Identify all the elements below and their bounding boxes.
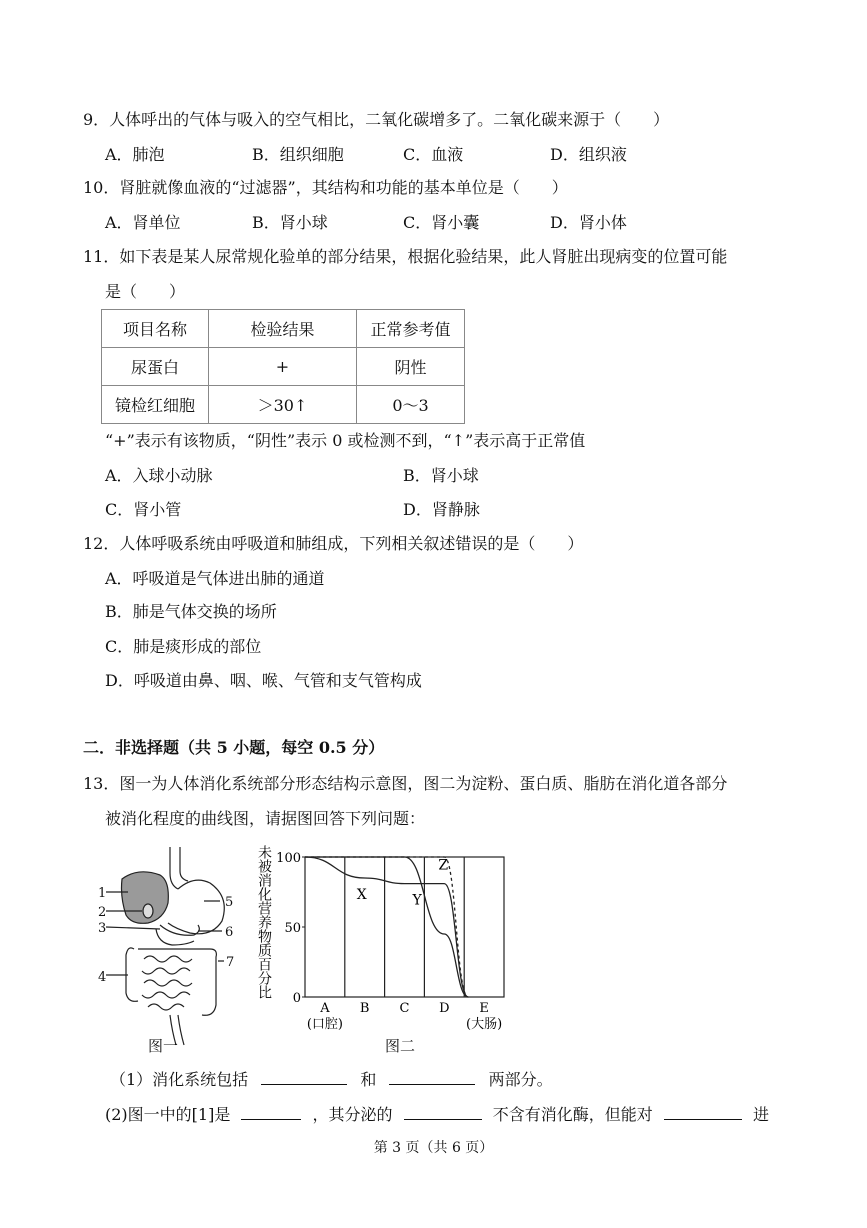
q11-stem-line2: 是（ ） bbox=[105, 282, 186, 301]
q11-option-b[interactable]: B．肾小球 bbox=[403, 466, 479, 485]
x-ticks bbox=[307, 1001, 502, 1032]
q9-option-c[interactable]: C．血液 bbox=[403, 145, 464, 164]
sub2-text-mid2: 不含有消化酶，但能对 bbox=[492, 1105, 653, 1124]
table-cell: 镜检红细胞 bbox=[102, 386, 209, 424]
lab-result-table bbox=[101, 309, 465, 424]
q12-option-c[interactable]: C．肺是痰形成的部位 bbox=[105, 637, 262, 656]
sub2-text-pre: (2)图一中的[1]是 bbox=[105, 1105, 231, 1124]
fig2-caption: 图二 bbox=[385, 1037, 416, 1055]
curve-label-y: Y bbox=[412, 892, 422, 909]
q12-option-d[interactable]: D．呼吸道由鼻、咽、喉、气管和支气管构成 bbox=[105, 671, 422, 690]
x-tick-label: C bbox=[399, 1001, 410, 1016]
q11-option-a[interactable]: A．入球小动脉 bbox=[105, 466, 213, 485]
x-sub-label-mouth: (口腔) bbox=[306, 1017, 343, 1032]
answer-blank-3[interactable] bbox=[241, 1103, 301, 1120]
q10-option-a[interactable]: A．肾单位 bbox=[105, 213, 181, 232]
fig1-label-2: 2 bbox=[98, 905, 107, 920]
q13-stem-line2: 被消化程度的曲线图，请据图回答下列问题： bbox=[105, 809, 426, 828]
plot-frame bbox=[305, 857, 504, 997]
q9-stem: 9．人体呼出的气体与吸入的空气相比，二氧化碳增多了。二氧化碳来源于（ ） bbox=[83, 110, 670, 129]
q13-stem-line1: 13．图一为人体消化系统部分形态结构示意图，图二为淀粉、蛋白质、脂肪在消化道各部分 bbox=[83, 774, 728, 793]
q9-option-b[interactable]: B．组织细胞 bbox=[252, 145, 344, 164]
q12-option-b[interactable]: B．肺是气体交换的场所 bbox=[105, 602, 277, 621]
q12-stem: 12．人体呼吸系统由呼吸道和肺组成，下列相关叙述错误的是（ ） bbox=[83, 534, 584, 553]
section-title: 二．非选择题（共 5 小题，每空 0.5 分） bbox=[83, 738, 385, 757]
fig1-label-1: 1 bbox=[98, 886, 107, 901]
q9-option-a[interactable]: A．肺泡 bbox=[105, 145, 165, 164]
table-header-item: 项目名称 bbox=[102, 310, 209, 348]
q12-option-a[interactable]: A．呼吸道是气体进出肺的通道 bbox=[105, 569, 325, 588]
q11-note: “+”表示有该物质，“阴性”表示 0 或检测不到，“↑”表示高于正常值 bbox=[105, 431, 586, 450]
digestive-system-figure bbox=[98, 845, 246, 1055]
fig1-label-3: 3 bbox=[98, 921, 107, 936]
q10-option-b[interactable]: B．肾小球 bbox=[252, 213, 328, 232]
sub1-text-pre: （1）消化系统包括 bbox=[110, 1070, 249, 1089]
q11-option-d[interactable]: D．肾静脉 bbox=[403, 500, 480, 519]
page-footer: 第 3 页（共 6 页） bbox=[373, 1140, 494, 1156]
answer-blank-4[interactable] bbox=[404, 1103, 482, 1120]
table-cell: 阴性 bbox=[357, 348, 465, 386]
table-cell: ＞30↑ bbox=[209, 386, 357, 424]
curves bbox=[305, 857, 468, 997]
fig1-label-5: 5 bbox=[225, 895, 234, 910]
y-tick-label: 50 bbox=[284, 921, 301, 936]
q11-option-c[interactable]: C．肾小管 bbox=[105, 500, 182, 519]
plot-border bbox=[305, 857, 504, 997]
q10-option-c[interactable]: C．肾小囊 bbox=[403, 213, 480, 232]
curve-y bbox=[305, 857, 468, 997]
table-header-result: 检验结果 bbox=[209, 310, 357, 348]
answer-blank-5[interactable] bbox=[664, 1103, 742, 1120]
table-header-reference: 正常参考值 bbox=[357, 310, 465, 348]
q10-option-d[interactable]: D．肾小体 bbox=[550, 213, 627, 232]
x-tick-label: D bbox=[439, 1001, 450, 1016]
y-tick-label: 0 bbox=[292, 991, 301, 1006]
y-ticks bbox=[276, 851, 305, 1006]
fig1-label-6: 6 bbox=[225, 925, 234, 940]
curve-x bbox=[305, 857, 468, 997]
q9-option-d[interactable]: D．组织液 bbox=[550, 145, 627, 164]
x-sub-label-large-intestine: (大肠) bbox=[466, 1017, 503, 1032]
q10-stem: 10．肾脏就像血液的“过滤器”，其结构和功能的基本单位是（ ） bbox=[83, 178, 568, 197]
x-tick-label: E bbox=[479, 1001, 489, 1016]
y-axis-label: 未被消化营养物质百分比 bbox=[256, 845, 272, 999]
answer-blank-2[interactable] bbox=[389, 1068, 475, 1085]
curve-label-z: Z bbox=[438, 857, 449, 874]
table-cell: 0～3 bbox=[357, 386, 465, 424]
x-tick-label: A bbox=[320, 1001, 330, 1016]
sub2-text-post: 进 bbox=[752, 1105, 769, 1124]
q11-stem-line1: 11．如下表是某人尿常规化验单的部分结果，根据化验结果，此人肾脏出现病变的位置可能 bbox=[83, 247, 728, 266]
x-tick-label: B bbox=[359, 1001, 370, 1016]
curve-label-x: X bbox=[356, 887, 367, 903]
table-cell: 尿蛋白 bbox=[102, 348, 209, 386]
curve-z bbox=[305, 857, 468, 997]
fig1-caption: 图一 bbox=[148, 1037, 179, 1055]
y-tick-label: 100 bbox=[276, 851, 301, 866]
sub1-text-post: 两部分。 bbox=[488, 1070, 553, 1089]
fig1-label-4: 4 bbox=[98, 970, 107, 985]
sub1-text-mid: 和 bbox=[360, 1070, 377, 1089]
fig1-label-7: 7 bbox=[226, 955, 235, 970]
sub2-text-mid1: ，其分泌的 bbox=[312, 1105, 393, 1124]
q13-sub2 bbox=[105, 1103, 769, 1126]
table-cell: + bbox=[209, 348, 357, 386]
q13-sub1 bbox=[110, 1068, 553, 1091]
answer-blank-1[interactable] bbox=[261, 1068, 347, 1085]
digestion-curve-chart bbox=[250, 840, 520, 1040]
